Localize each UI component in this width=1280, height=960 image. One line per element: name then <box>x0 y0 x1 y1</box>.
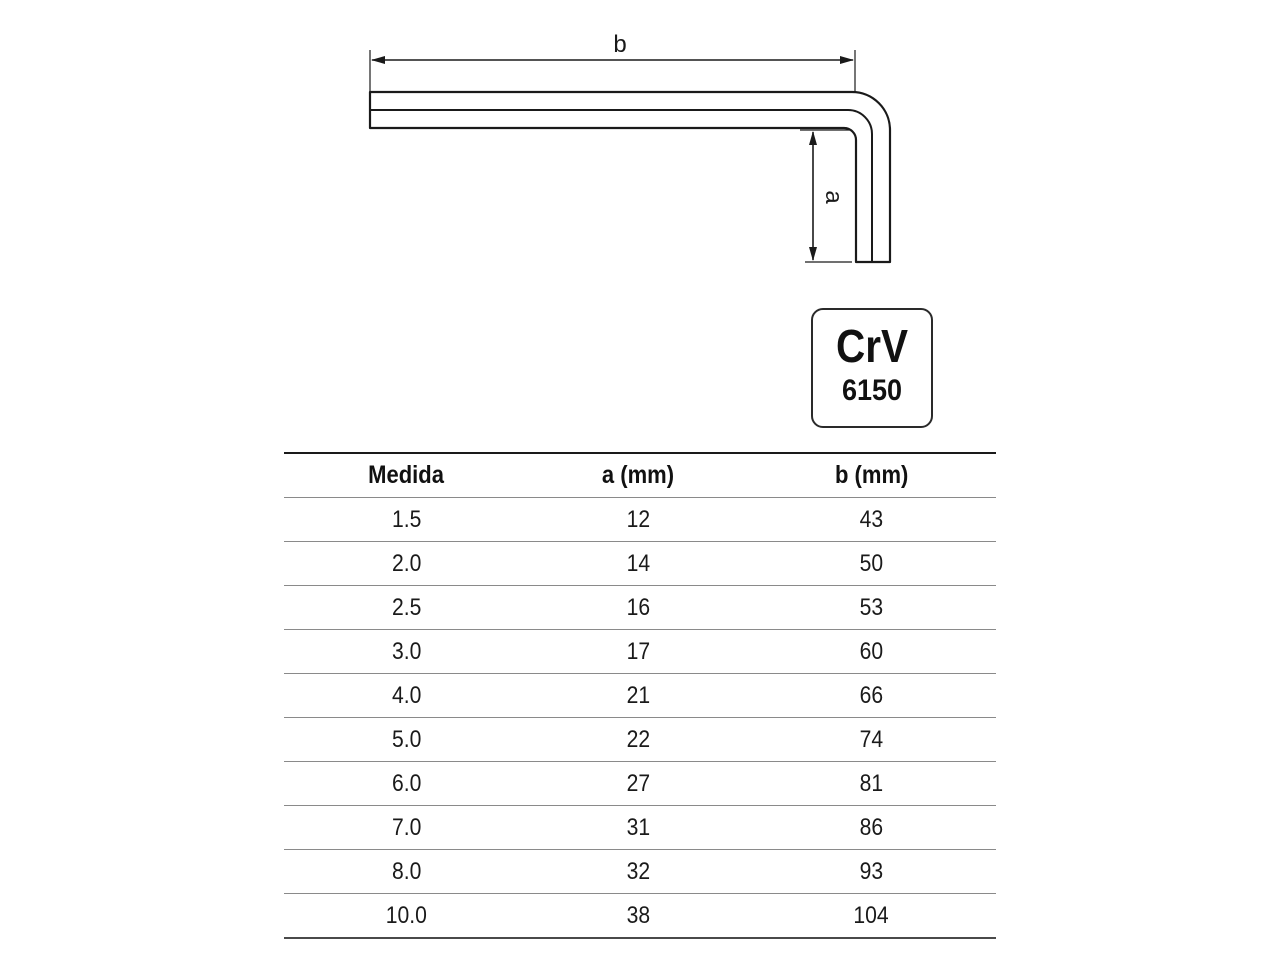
cell-b: 86 <box>747 806 996 850</box>
cell-b: 74 <box>747 718 996 762</box>
cell-a: 27 <box>529 762 747 806</box>
material-grade: 6150 <box>841 374 903 407</box>
cell-a: 22 <box>529 718 747 762</box>
table-row <box>284 718 996 762</box>
cell-medida: 7.0 <box>284 806 529 850</box>
cell-b: 43 <box>747 498 996 542</box>
table-row <box>284 850 996 894</box>
cell-a: 17 <box>529 630 747 674</box>
cell-medida: 8.0 <box>284 850 529 894</box>
cell-a: 38 <box>529 894 747 939</box>
cell-b: 81 <box>747 762 996 806</box>
cell-medida: 4.0 <box>284 674 529 718</box>
cell-b: 104 <box>747 894 996 939</box>
cell-a: 21 <box>529 674 747 718</box>
material-label: CrV <box>836 320 908 372</box>
cell-medida: 10.0 <box>284 894 529 939</box>
cell-b: 50 <box>747 542 996 586</box>
hex-key-edge-line <box>370 110 872 262</box>
cell-a: 32 <box>529 850 747 894</box>
table-row <box>284 630 996 674</box>
cell-b: 93 <box>747 850 996 894</box>
cell-medida: 6.0 <box>284 762 529 806</box>
hex-key-diagram <box>0 0 1280 300</box>
cell-b: 53 <box>747 586 996 630</box>
cell-b: 60 <box>747 630 996 674</box>
table-row <box>284 762 996 806</box>
table-header-row <box>284 453 996 498</box>
size-table <box>284 452 996 939</box>
table-row <box>284 894 996 939</box>
cell-medida: 2.0 <box>284 542 529 586</box>
cell-b: 66 <box>747 674 996 718</box>
cell-medida: 2.5 <box>284 586 529 630</box>
table-row <box>284 498 996 542</box>
cell-a: 14 <box>529 542 747 586</box>
table-row <box>284 674 996 718</box>
table-row <box>284 542 996 586</box>
material-badge <box>811 308 933 428</box>
table-row <box>284 586 996 630</box>
hex-key-outline <box>370 92 890 262</box>
dimension-b-label: b <box>613 31 627 58</box>
column-header-b: b (mm) <box>747 453 996 498</box>
cell-medida: 5.0 <box>284 718 529 762</box>
cell-a: 16 <box>529 586 747 630</box>
cell-a: 12 <box>529 498 747 542</box>
column-header-a: a (mm) <box>529 453 747 498</box>
cell-medida: 3.0 <box>284 630 529 674</box>
cell-medida: 1.5 <box>284 498 529 542</box>
cell-a: 31 <box>529 806 747 850</box>
dimension-a-label: a <box>820 190 847 204</box>
table-row <box>284 806 996 850</box>
column-header-medida: Medida <box>284 453 529 498</box>
